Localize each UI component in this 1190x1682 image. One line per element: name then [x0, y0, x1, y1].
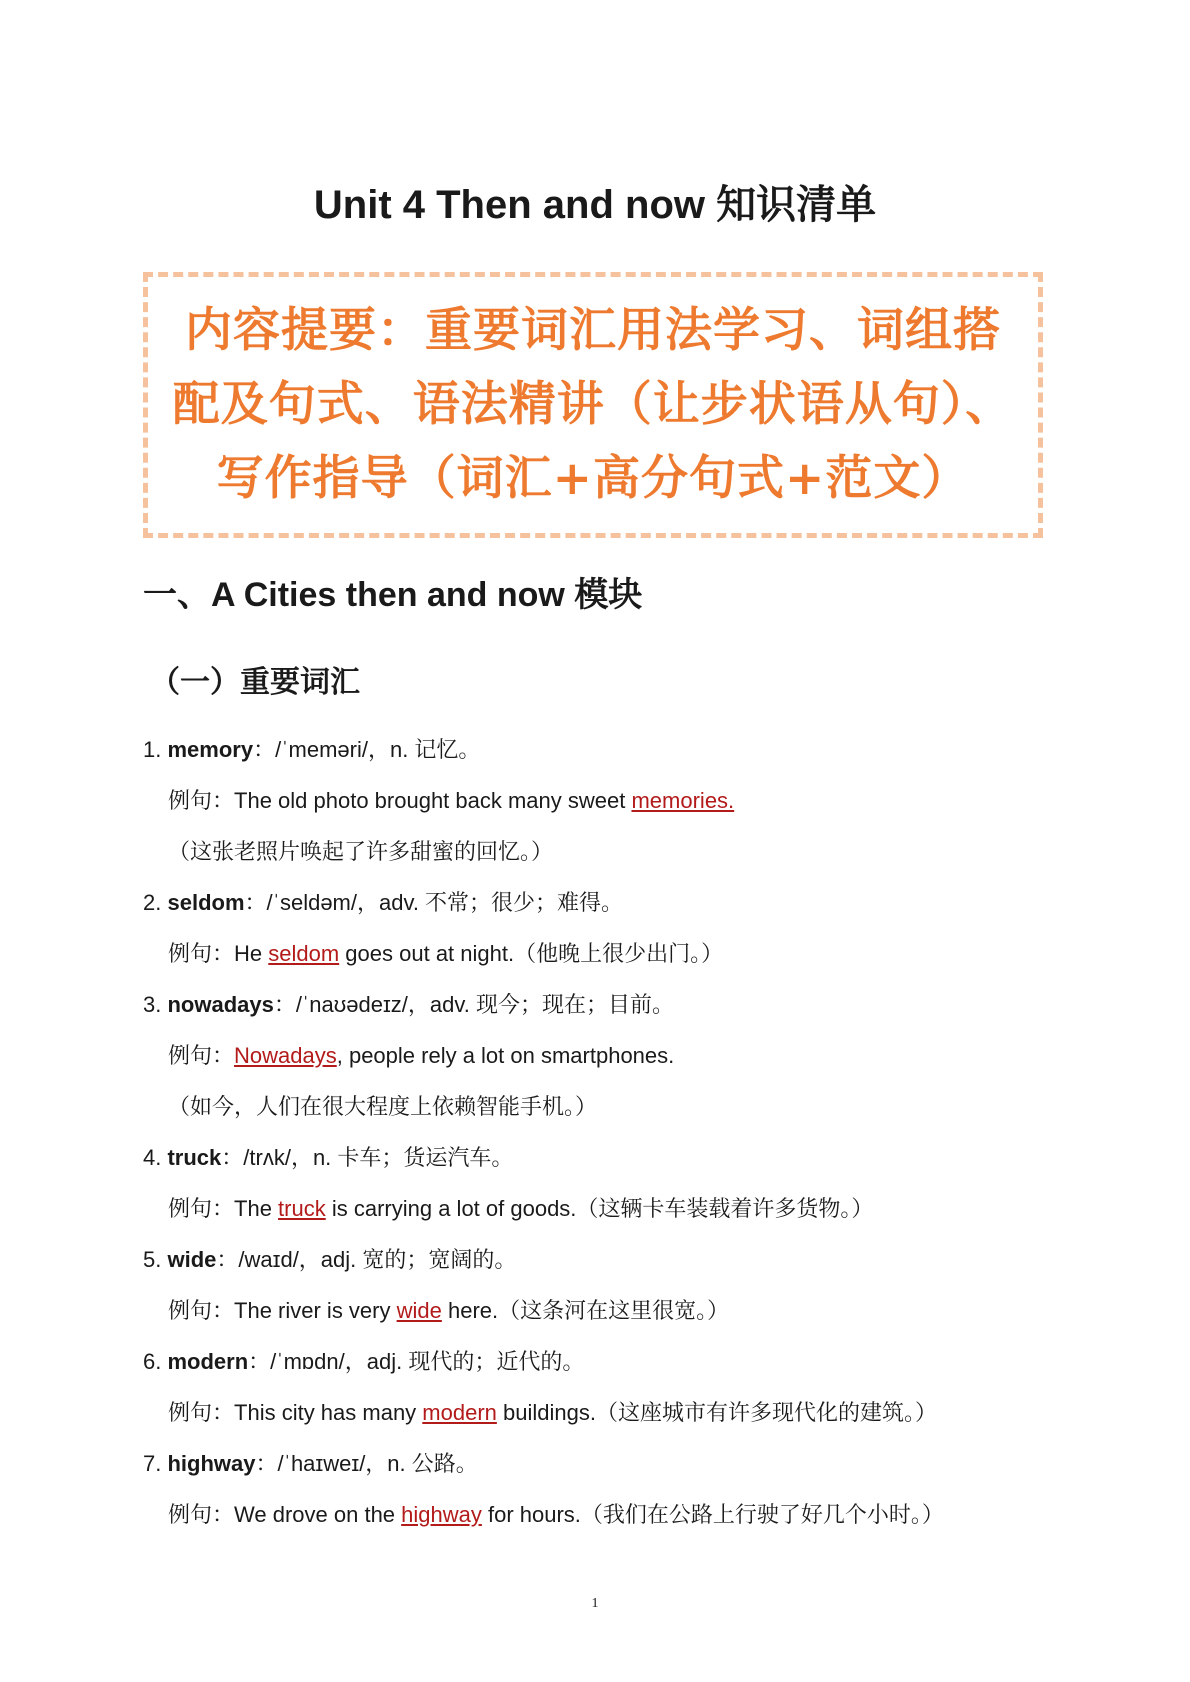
- example-sentence: [143, 1387, 1103, 1438]
- example-label: 例句：: [168, 1196, 235, 1221]
- example-sentence: [143, 1489, 1103, 1540]
- entry-definition: ：/ˈnaʊədeɪz/，adv. 现今；现在；目前。: [273, 992, 674, 1017]
- entry-word: seldom: [167, 890, 245, 915]
- entry-number: 1.: [143, 737, 162, 762]
- summary-box: [143, 272, 1043, 538]
- vocab-entry-truck: [143, 1132, 1103, 1183]
- example-text: The: [234, 1196, 279, 1221]
- example-label: 例句：: [168, 788, 235, 813]
- example-text-end: here.（这条河在这里很宽。）: [441, 1298, 730, 1323]
- example-text-end: for hours.（我们在公路上行驶了好几个小时。）: [481, 1502, 944, 1527]
- example-label: 例句：: [168, 941, 235, 966]
- subsection-title: （一）重要词汇: [150, 666, 360, 699]
- example-text: This city has many: [234, 1400, 423, 1425]
- entry-definition: ：/ˈseldəm/，adv. 不常；很少；难得。: [244, 890, 624, 915]
- page-number: 1: [591, 1596, 599, 1611]
- entry-number: 7.: [143, 1451, 162, 1476]
- vocab-entry-memory: [143, 724, 1103, 775]
- vocab-entry-modern: [143, 1336, 1103, 1387]
- entry-number: 3.: [143, 992, 162, 1017]
- example-text: We drove on the: [234, 1502, 402, 1527]
- page-title: Unit 4 Then and now 知识清单: [313, 183, 877, 227]
- entry-word: highway: [167, 1451, 256, 1476]
- summary-text: 内容提要：重要词汇用法学习、词组搭配及句式、语法精讲（让步状语从句）、写作指导（词汇+高分句式+范文）: [172, 303, 1014, 506]
- entry-word: modern: [167, 1349, 249, 1374]
- vocab-list: [143, 724, 1103, 1540]
- entry-definition: ：/ˈhaɪweɪ/，n. 公路。: [255, 1451, 478, 1476]
- vocab-entry-seldom: [143, 877, 1103, 928]
- example-label: 例句：: [168, 1043, 235, 1068]
- vocab-entry-highway: [143, 1438, 1103, 1489]
- example-text-end: goes out at night.（他晚上很少出门。）: [339, 941, 724, 966]
- example-text: The old photo brought back many sweet: [234, 788, 632, 813]
- entry-number: 2.: [143, 890, 162, 915]
- example-sentence: [143, 928, 1103, 979]
- entry-definition: ：/waɪd/，adj. 宽的；宽阔的。: [216, 1247, 517, 1272]
- example-sentence: [143, 1183, 1103, 1234]
- example-highlight: seldom: [268, 941, 340, 966]
- entry-number: 4.: [143, 1145, 162, 1170]
- example-label: 例句：: [168, 1400, 235, 1425]
- example-translation: （这张老照片唤起了许多甜蜜的回忆。）: [168, 839, 554, 864]
- example-text: He: [234, 941, 269, 966]
- example-highlight: highway: [401, 1502, 482, 1527]
- example-text-end: buildings.（这座城市有许多现代化的建筑。）: [496, 1400, 937, 1425]
- example-text-end: is carrying a lot of goods.（这辆卡车装载着许多货物。）: [325, 1196, 874, 1221]
- example-highlight: truck: [278, 1196, 326, 1221]
- example-label: 例句：: [168, 1298, 235, 1323]
- entry-number: 6.: [143, 1349, 162, 1374]
- example-sentence: [143, 1030, 1103, 1081]
- example-sentence: [143, 1285, 1103, 1336]
- entry-definition: ：/ˈmɒdn/，adj. 现代的；近代的。: [248, 1349, 585, 1374]
- entry-word: memory: [167, 737, 254, 762]
- example-translation: （如今，人们在很大程度上依赖智能手机。）: [168, 1094, 598, 1119]
- example-sentence: [143, 775, 1103, 826]
- entry-number: 5.: [143, 1247, 162, 1272]
- example-text-end: , people rely a lot on smartphones.: [336, 1043, 675, 1068]
- example-highlight: Nowadays: [234, 1043, 337, 1068]
- example-text: The river is very: [234, 1298, 397, 1323]
- entry-word: wide: [167, 1247, 217, 1272]
- example-highlight: wide: [396, 1298, 442, 1323]
- vocab-entry-nowadays: [143, 979, 1103, 1030]
- section-title: 一、A Cities then and now 模块: [143, 576, 643, 614]
- example-highlight: modern: [422, 1400, 497, 1425]
- entry-definition: ：/ˈmeməri/，n. 记忆。: [253, 737, 481, 762]
- vocab-entry-wide: [143, 1234, 1103, 1285]
- entry-definition: ：/trʌk/，n. 卡车；货运汽车。: [221, 1145, 514, 1170]
- entry-word: nowadays: [167, 992, 274, 1017]
- example-highlight: memories.: [631, 788, 735, 813]
- example-label: 例句：: [168, 1502, 235, 1527]
- entry-word: truck: [167, 1145, 222, 1170]
